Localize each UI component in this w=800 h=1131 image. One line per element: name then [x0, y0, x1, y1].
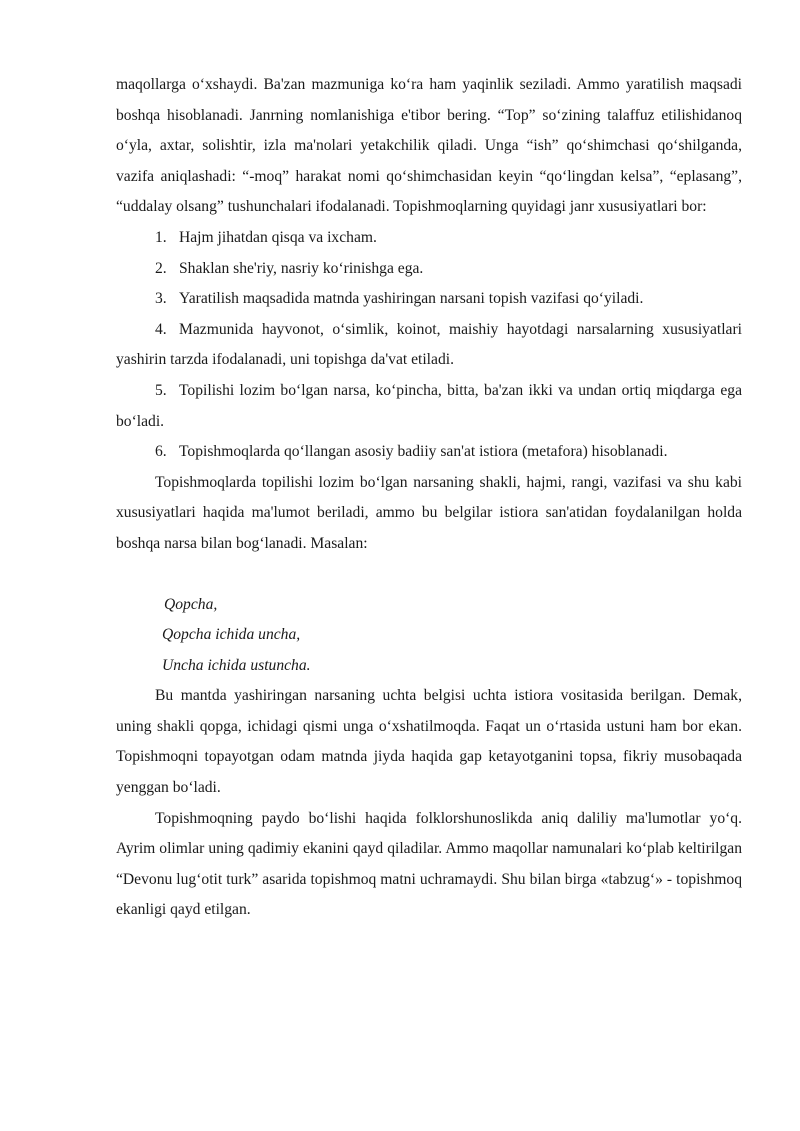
verse-line: Qopcha ichida uncha, [162, 626, 301, 644]
spacer [116, 560, 742, 590]
verse-example [116, 590, 742, 682]
document-page [116, 70, 742, 926]
paragraph-history: Topishmoqning paydo bo‘lishi haqida folklorshunoslikda aniq daliliy ma'lumotlar yo‘q. Ayrim olimlar uning qadimiy ekanini qayd qiladilar. Ammo maqollar namunalari ko‘plab keltirilgan “Devonu lug‘otit turk” asarida topishmoq matni uchramaydi. Shu bilan birga «tabzug‘» - topishmoq ekanligi qayd etilgan. [116, 809, 742, 919]
list-text: Shaklan she'riy, nasriy ko‘rinishga ega. [179, 259, 424, 277]
list-text: Mazmunida hayvonot, o‘simlik, koinot, maishiy hayotdagi narsalarning xususiyatlari yashirin tarzda ifodalanadi, uni topishga da'vat etiladi. [116, 320, 742, 369]
list-item [116, 315, 742, 376]
list-text: Topishmoqlarda qo‘llangan asosiy badiiy san'at istiora (metafora) hisoblanadi. [179, 443, 668, 461]
list-text: Hajm jihatdan qisqa va ixcham. [179, 228, 377, 246]
features-list [116, 223, 742, 468]
list-item [116, 254, 742, 285]
verse-line: Qopcha, [164, 595, 218, 613]
list-text: Yaratilish maqsadida matnda yashiringan narsani topish vazifasi qo‘yiladi. [179, 290, 644, 308]
list-number: 1. [155, 228, 167, 246]
list-item [116, 437, 742, 468]
list-number: 5. [155, 381, 167, 399]
list-item [116, 223, 742, 254]
list-number: 6. [155, 443, 167, 461]
paragraph-intro: maqollarga o‘xshaydi. Ba'zan mazmuniga ko‘ra ham yaqinlik seziladi. Ammo yaratilish maqsadi boshqa hisoblanadi. Janrning nomlanishiga e'tibor bering. “Top” so‘zining talaffuz etilishidanoq o‘yla, axtar, solishtir, izla ma'nolari yetakchilik qiladi. Unga “ish” qo‘shimchasi qo‘shilganda, vazifa aniqlashadi: “-moq” harakat nomi qo‘shimchasidan keyin “qo‘lingdan kelsa”, “eplasang”, “uddalay olsang” tushunchalari ifodalanadi. Topishmoqlarning quyidagi janr xususiyatlari bor: [116, 76, 742, 216]
verse-line: Uncha ichida ustuncha. [162, 656, 311, 674]
paragraph-explanation: Bu mantda yashiringan narsaning uchta belgisi uchta istiora vositasida berilgan. Demak, uning shakli qopga, ichidagi qismi unga o‘xshatilmoqda. Faqat un o‘rtasida ustuni ham bor ekan. Topishmoqni topayotgan odam matnda jiyda haqida gap ketayotganini topsa, fikriy musobaqada yenggan bo‘ladi. [116, 687, 742, 797]
paragraph-description: Topishmoqlarda topilishi lozim bo‘lgan narsaning shakli, hajmi, rangi, vazifasi va shu kabi xususiyatlari haqida ma'lumot beriladi, ammo bu belgilar istiora san'atidan foydalanilgan holda boshqa narsa bilan bog‘lanadi. Masalan: [116, 473, 742, 552]
list-item [116, 376, 742, 437]
list-number: 3. [155, 290, 167, 308]
list-text: Topilishi lozim bo‘lgan narsa, ko‘pincha, bitta, ba'zan ikki va undan ortiq miqdarga ega bo‘ladi. [116, 381, 742, 430]
list-number: 2. [155, 259, 167, 277]
list-number: 4. [155, 320, 167, 338]
list-item [116, 284, 742, 315]
